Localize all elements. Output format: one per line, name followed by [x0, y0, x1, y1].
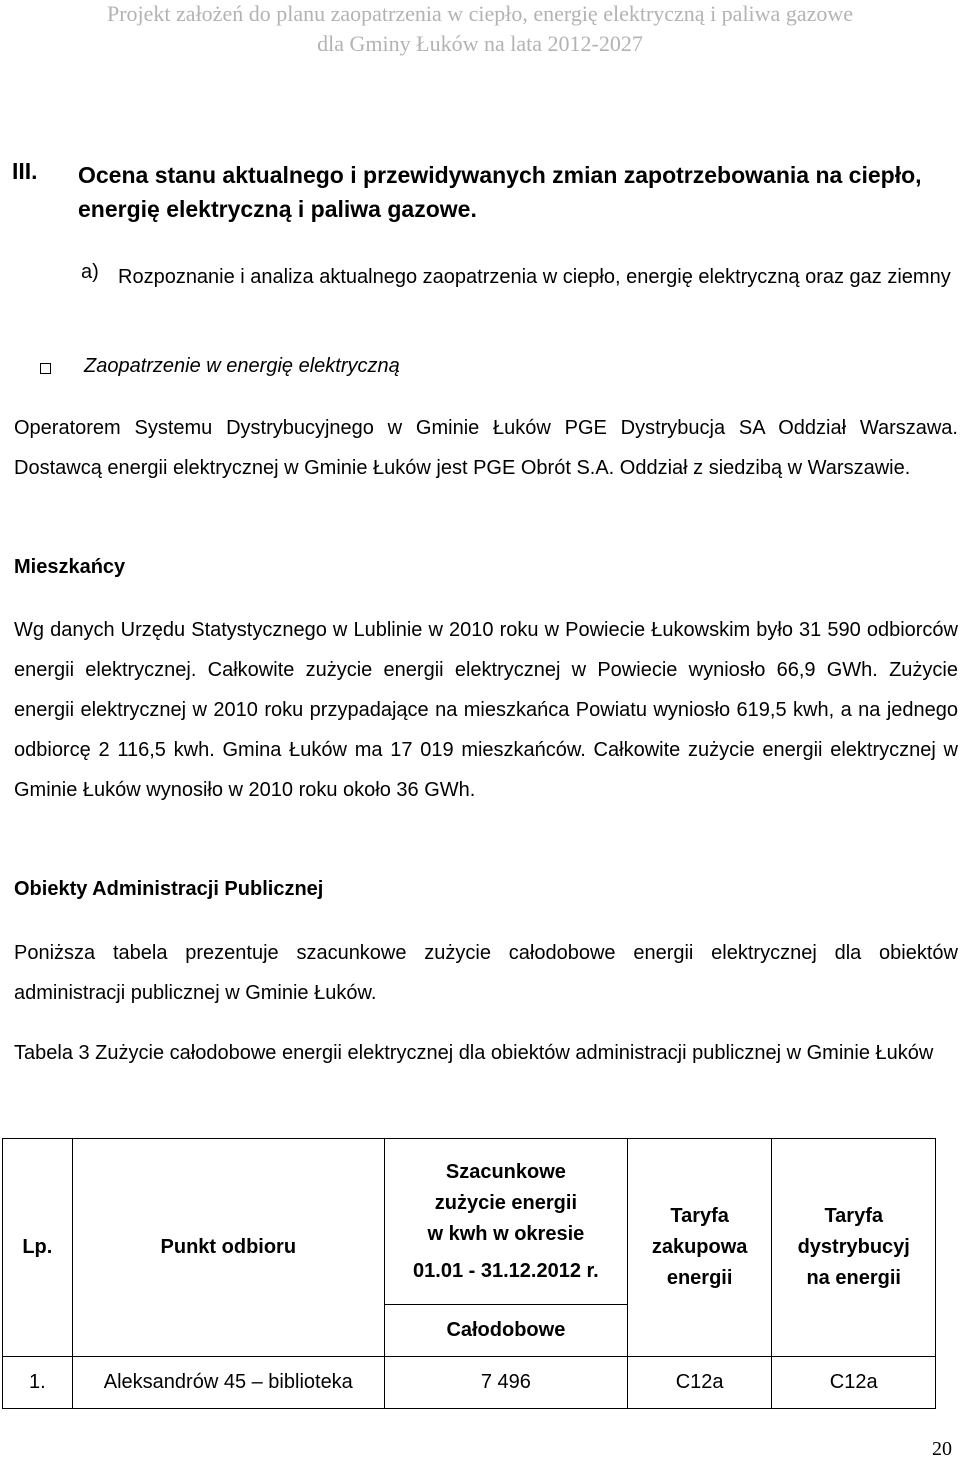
- header-calodobowe: Całodobowe: [384, 1305, 627, 1357]
- subsection-title: Rozpoznanie i analiza aktualnego zaopatrzenia w ciepło, energię elektryczną oraz gaz ziemny: [118, 266, 951, 288]
- header-szacunkowe-zuzycie: [384, 1139, 627, 1305]
- header-taryfa-zak-line-1: Taryfa: [670, 1205, 729, 1227]
- table-caption: Tabela 3 Zużycie całodobowe energii elektrycznej dla obiektów administracji publicznej w Gminie Łuków: [14, 1042, 934, 1064]
- header-taryfa-zak-line-3: energii: [666, 1267, 733, 1289]
- table-header-row: [3, 1139, 936, 1305]
- section-number: III.: [12, 158, 38, 184]
- page-number: 20: [932, 1438, 952, 1460]
- header-szac-line-3: w kwh w okresie: [427, 1222, 585, 1245]
- paragraph-table-intro: Poniższa tabela prezentuje szacunkowe zużycie całodobowe energii elektrycznej dla obiektów administracji publicznej w Gminie Łuków.: [14, 942, 958, 1004]
- header-taryfa-zakupowa: [627, 1139, 772, 1357]
- cell-taryfa-zakupowa: C12a: [627, 1357, 772, 1409]
- header-punkt-odbioru: Punkt odbioru: [72, 1139, 384, 1357]
- cell-taryfa-dystrybucyjna: C12a: [772, 1357, 936, 1409]
- cell-zuzycie: 7 496: [384, 1357, 627, 1409]
- header-taryfa-dys-line-2: dystrybucyj: [797, 1236, 910, 1258]
- cell-lp: 1.: [3, 1357, 73, 1409]
- cell-punkt-odbioru: Aleksandrów 45 – biblioteka: [72, 1357, 384, 1409]
- header-taryfa-dystrybucyjna: [772, 1139, 936, 1357]
- subsection-marker: a): [81, 261, 99, 283]
- paragraph-statistics: Wg danych Urzędu Statystycznego w Lublinie w 2010 roku w Powiecie Łukowskim było 31 590 odbiorców energii elektrycznej. Całkowite zużycie energii elektrycznej w Powiecie wyniosło 66,9 GWh. Zużycie energii elektrycznej w 2010 roku przypadające na mieszkańca Powiatu wyniosło 619,5 kwh, a na jednego odbiorcę 2 116,5 kwh. Gmina Łuków ma 17 019 mieszkańców. Całkowite zużycie energii elektrycznej w Gminie Łuków wynosiło w 2010 roku około 36 GWh.: [14, 619, 958, 801]
- heading-mieszkancy: Mieszkańcy: [14, 556, 126, 578]
- header-line-2: dla Gminy Łuków na lata 2012-2027: [317, 31, 643, 56]
- header-taryfa-dys-line-1: Taryfa: [824, 1205, 883, 1227]
- header-taryfa-dys-line-3: na energii: [806, 1267, 901, 1289]
- heading-obiekty: Obiekty Administracji Publicznej: [14, 878, 324, 900]
- header-szac-line-4: 01.01 - 31.12.2012 r.: [413, 1259, 599, 1282]
- section-title: Ocena stanu aktualnego i przewidywanych zmian zapotrzebowania na ciepło, energię elektryczną i paliwa gazowe.: [78, 162, 922, 222]
- header-szac-line-2: zużycie energii: [434, 1191, 578, 1214]
- header-szac-line-1: Szacunkowe: [445, 1160, 566, 1183]
- bullet-heading: Zaopatrzenie w energię elektryczną: [84, 355, 400, 377]
- table-row: [3, 1357, 936, 1409]
- header-lp: Lp.: [3, 1139, 73, 1357]
- header-taryfa-zak-line-2: zakupowa: [651, 1236, 748, 1258]
- square-bullet-icon: [40, 363, 51, 374]
- paragraph-operator: Operatorem Systemu Dystrybucyjnego w Gminie Łuków PGE Dystrybucja SA Oddział Warszawa. Dostawcą energii elektrycznej w Gminie Łuków jest PGE Obrót S.A. Oddział z siedzibą w Warszawie.: [14, 417, 958, 479]
- consumption-table: [2, 1138, 936, 1409]
- header-line-1: Projekt założeń do planu zaopatrzenia w ciepło, energię elektryczną i paliwa gazowe: [106, 1, 854, 26]
